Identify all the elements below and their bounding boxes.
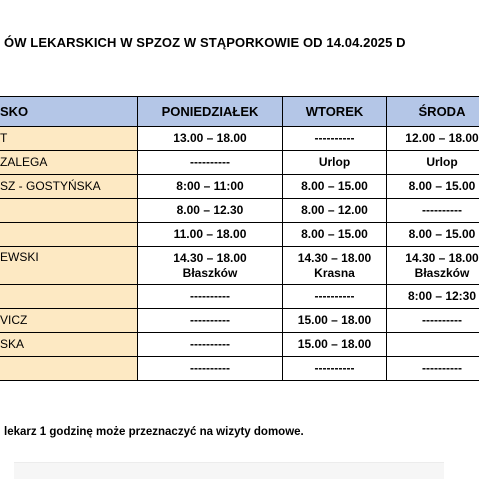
table-row: [0, 223, 479, 247]
wednesday-hours: [387, 247, 479, 285]
tuesday-hours: 15.00 – 18.00: [283, 309, 387, 333]
wednesday-hours: Urlop: [387, 151, 479, 175]
doctor-name: [0, 223, 138, 247]
header-monday: PONIEDZIAŁEK: [138, 97, 283, 127]
doctor-name: ZALEGA: [0, 151, 138, 175]
monday-hours: [138, 247, 283, 285]
page-bottom-edge: [14, 462, 444, 479]
tuesday-hours: ----------: [283, 127, 387, 151]
doctor-name: SKA: [0, 333, 138, 357]
table-row: [0, 151, 479, 175]
monday-hours: ----------: [138, 285, 283, 309]
header-wednesday: ŚRODA: [387, 97, 479, 127]
wednesday-hours: ----------: [387, 199, 479, 223]
monday-hours: ----------: [138, 151, 283, 175]
tuesday-hours-location: Krasna: [314, 265, 355, 280]
tuesday-hours: [283, 247, 387, 285]
monday-hours-location: Błaszków: [182, 265, 238, 280]
monday-hours: 13.00 – 18.00: [138, 127, 283, 151]
doctor-schedule-table: [0, 96, 479, 381]
wednesday-hours: 8:00 – 12:30: [387, 285, 479, 309]
monday-hours: 8:00 – 11:00: [138, 175, 283, 199]
header-tuesday: WTOREK: [283, 97, 387, 127]
tuesday-hours: ----------: [283, 357, 387, 381]
tuesday-hours: 8.00 – 12.00: [283, 199, 387, 223]
wednesday-hours: 8.00 – 15.00: [387, 175, 479, 199]
wednesday-hours: [387, 333, 479, 357]
doctor-name: [0, 357, 138, 381]
table-row: [0, 199, 479, 223]
doctor-name: [0, 285, 138, 309]
doctor-name: SZ - GOSTYŃSKA: [0, 175, 138, 199]
wednesday-hours-time: 14.30 – 18.00: [405, 250, 479, 265]
header-doctor: SKO: [0, 97, 138, 127]
wednesday-hours: 8.00 – 15.00: [387, 223, 479, 247]
table-row: [0, 175, 479, 199]
doctor-name: EWSKI: [0, 247, 138, 285]
table-row: [0, 247, 479, 285]
doctor-name: T: [0, 127, 138, 151]
tuesday-hours: ----------: [283, 285, 387, 309]
tuesday-hours-time: 14.30 – 18.00: [297, 250, 372, 265]
monday-hours-time: 14.30 – 18.00: [173, 250, 247, 265]
table-row: [0, 127, 479, 151]
doctor-name: VICZ: [0, 309, 138, 333]
doctor-name: [0, 199, 138, 223]
tuesday-hours: Urlop: [283, 151, 387, 175]
monday-hours: ----------: [138, 357, 283, 381]
table-header-row: [0, 97, 479, 127]
table-row: [0, 285, 479, 309]
table-row: [0, 333, 479, 357]
monday-hours: ----------: [138, 333, 283, 357]
document-title: ÓW LEKARSKICH W SPZOZ W STĄPORKOWIE OD 14.04.2025 D: [4, 35, 406, 50]
monday-hours: 11.00 – 18.00: [138, 223, 283, 247]
tuesday-hours: 8.00 – 15.00: [283, 223, 387, 247]
wednesday-hours: ----------: [387, 357, 479, 381]
tuesday-hours: 15.00 – 18.00: [283, 333, 387, 357]
table-row: [0, 357, 479, 381]
wednesday-hours: ----------: [387, 309, 479, 333]
footnote: lekarz 1 godzinę może przeznaczyć na wizyty domowe.: [4, 426, 304, 438]
wednesday-hours-location: Błaszków: [414, 265, 470, 280]
wednesday-hours: 12.00 – 18.00: [387, 127, 479, 151]
table-row: [0, 309, 479, 333]
monday-hours: 8.00 – 12.30: [138, 199, 283, 223]
tuesday-hours: 8.00 – 15.00: [283, 175, 387, 199]
monday-hours: ----------: [138, 309, 283, 333]
